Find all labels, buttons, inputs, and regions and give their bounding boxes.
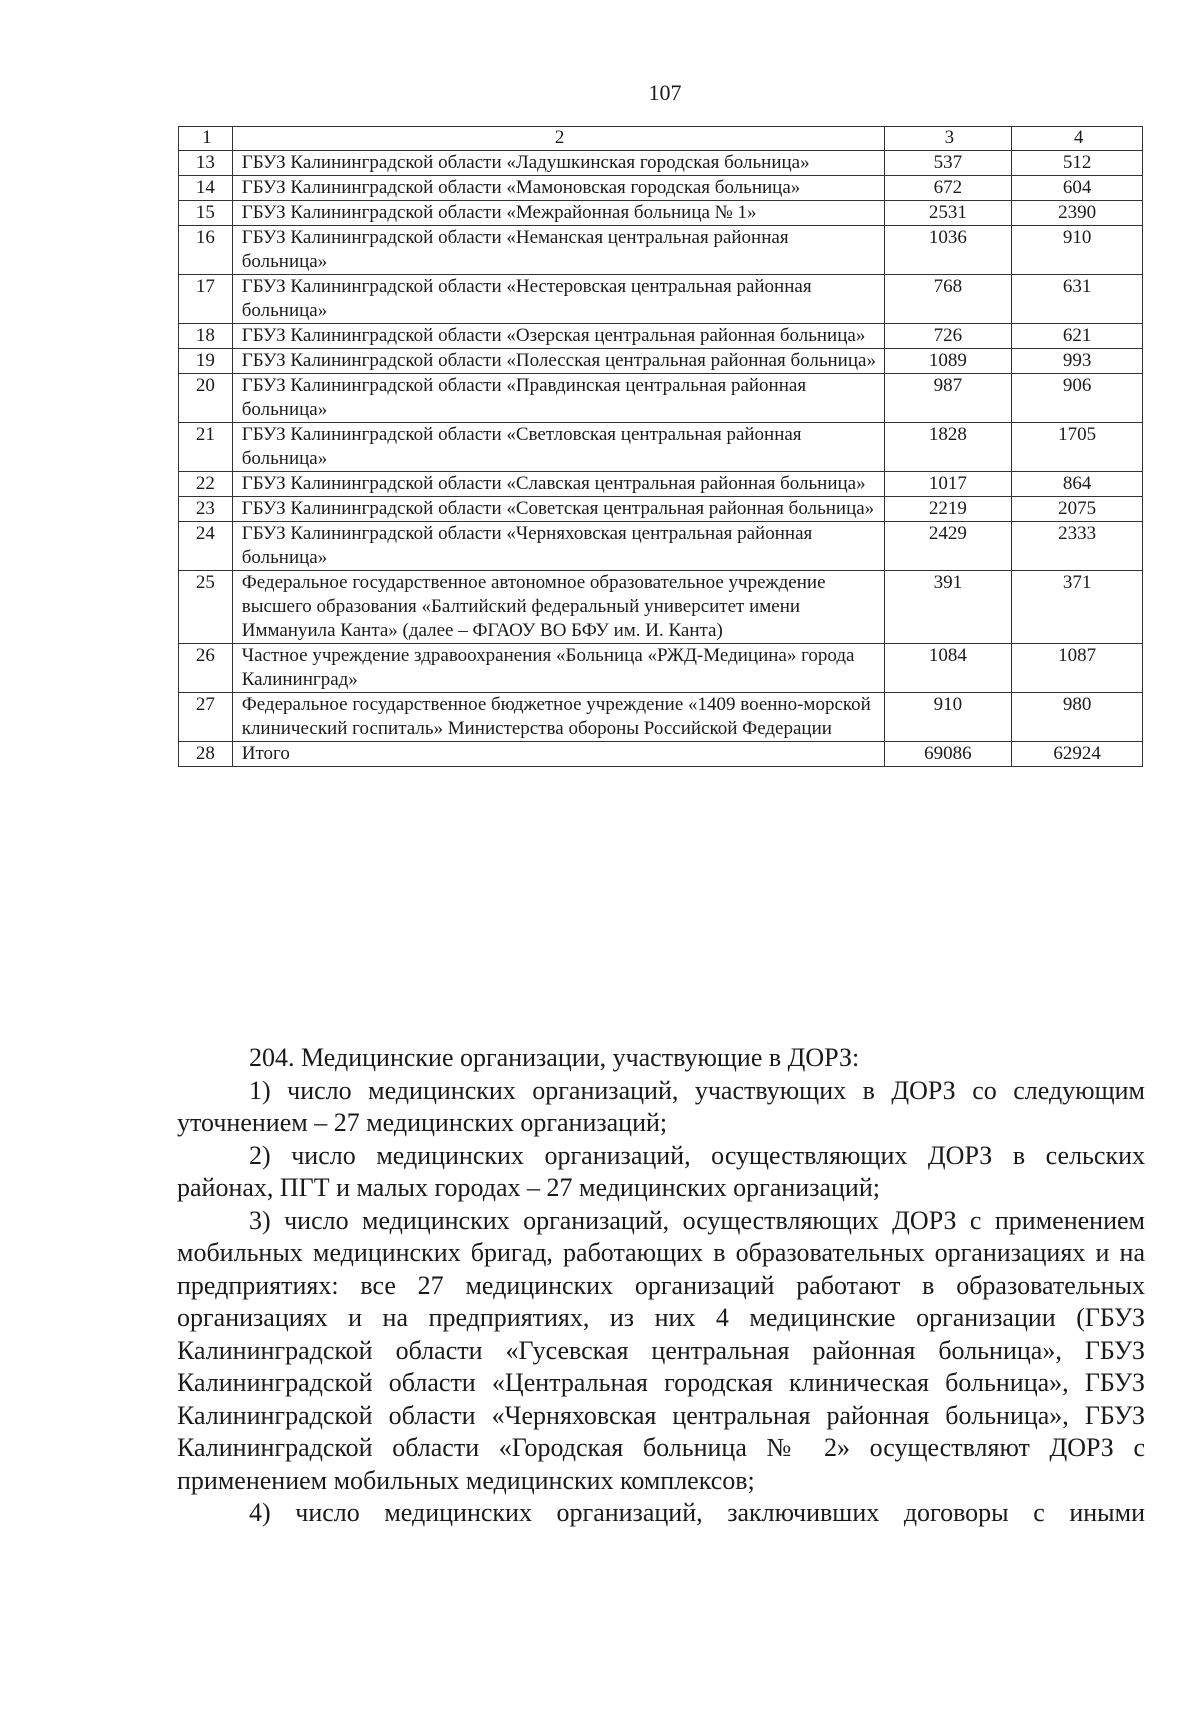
organization-name: ГБУЗ Калининградской области «Полесская центральная районная больница» (232, 349, 884, 374)
row-number: 21 (179, 423, 233, 472)
value-col4: 621 (1012, 324, 1143, 349)
organization-name: ГБУЗ Калининградской области «Славская центральная районная больница» (232, 472, 884, 497)
value-col3: 672 (884, 176, 1012, 201)
value-col4: 62924 (1012, 742, 1143, 767)
table-row (179, 644, 1143, 693)
organization-name: ГБУЗ Калининградской области «Советская центральная районная больница» (232, 497, 884, 522)
header-cell: 1 (179, 127, 233, 151)
organization-name: ГБУЗ Калининградской области «Межрайонная больница № 1» (232, 201, 884, 226)
value-col3: 69086 (884, 742, 1012, 767)
row-number: 23 (179, 497, 233, 522)
value-col4: 906 (1012, 374, 1143, 423)
value-col3: 910 (884, 693, 1012, 742)
value-col3: 2531 (884, 201, 1012, 226)
row-number: 24 (179, 522, 233, 571)
value-col3: 1036 (884, 226, 1012, 275)
value-col3: 726 (884, 324, 1012, 349)
value-col3: 1017 (884, 472, 1012, 497)
table-row (179, 742, 1143, 767)
page-number: 107 (648, 80, 682, 105)
organization-name: ГБУЗ Калининградской области «Ладушкинская городская больница» (232, 151, 884, 176)
table-row (179, 522, 1143, 571)
organization-name: Итого (232, 742, 884, 767)
row-number: 20 (179, 374, 233, 423)
organization-name: Федеральное государственное бюджетное учреждение «1409 военно-морской клинический госпиталь» Министерства обороны Российской Федерации (232, 693, 884, 742)
value-col4: 993 (1012, 349, 1143, 374)
value-col4: 864 (1012, 472, 1143, 497)
organization-name: ГБУЗ Калининградской области «Мамоновская городская больница» (232, 176, 884, 201)
row-number: 28 (179, 742, 233, 767)
table-row (179, 472, 1143, 497)
table-row (179, 571, 1143, 644)
value-col4: 631 (1012, 275, 1143, 324)
value-col3: 537 (884, 151, 1012, 176)
row-number: 19 (179, 349, 233, 374)
organization-name: ГБУЗ Калининградской области «Неманская центральная районная больница» (232, 226, 884, 275)
organization-name: ГБУЗ Калининградской области «Нестеровская центральная районная больница» (232, 275, 884, 324)
paragraph-item-3: 3) число медицинских организаций, осуществляющих ДОРЗ с применением мобильных медицинских бригад, работающих в образовательных организациях и на предприятиях: все 27 медицинских организаций работают в образовательных организациях и на предприятиях, из них 4 медицинские организации (ГБУЗ Калининградской области «Гусевская центральная районная больница», ГБУЗ Калининградской области «Центральная городская клиническая больница», ГБУЗ Калининградской области «Черняховская центральная районная больница», ГБУЗ Калининградской области «Городская больница № 2» осуществляют ДОРЗ с применением мобильных медицинских комплексов; (177, 1205, 1145, 1495)
value-col3: 987 (884, 374, 1012, 423)
table-header-row (179, 127, 1143, 151)
value-col4: 980 (1012, 693, 1143, 742)
value-col4: 2075 (1012, 497, 1143, 522)
row-number: 16 (179, 226, 233, 275)
organization-name: ГБУЗ Калининградской области «Правдинская центральная районная больница» (232, 374, 884, 423)
row-number: 13 (179, 151, 233, 176)
table-row (179, 349, 1143, 374)
table-row (179, 176, 1143, 201)
value-col3: 1089 (884, 349, 1012, 374)
table-row (179, 201, 1143, 226)
table-row (179, 497, 1143, 522)
value-col3: 2429 (884, 522, 1012, 571)
value-col4: 1705 (1012, 423, 1143, 472)
row-number: 27 (179, 693, 233, 742)
value-col4: 2390 (1012, 201, 1143, 226)
table-row (179, 693, 1143, 742)
header-cell: 2 (232, 127, 884, 151)
body-text (177, 1042, 1145, 1530)
value-col4: 910 (1012, 226, 1143, 275)
table-row (179, 374, 1143, 423)
data-table (178, 126, 1143, 767)
organization-name: ГБУЗ Калининградской области «Светловская центральная районная больница» (232, 423, 884, 472)
row-number: 22 (179, 472, 233, 497)
table-row (179, 226, 1143, 275)
value-col3: 1084 (884, 644, 1012, 693)
row-number: 25 (179, 571, 233, 644)
value-col4: 604 (1012, 176, 1143, 201)
paragraph-item-1: 1) число медицинских организаций, участвующих в ДОРЗ со следующим уточнением – 27 медицинских организаций; (177, 1075, 1145, 1137)
row-number: 14 (179, 176, 233, 201)
value-col3: 768 (884, 275, 1012, 324)
value-col4: 512 (1012, 151, 1143, 176)
value-col3: 2219 (884, 497, 1012, 522)
table-row (179, 151, 1143, 176)
organization-name: Частное учреждение здравоохранения «Больница «РЖД-Медицина» города Калининград» (232, 644, 884, 693)
row-number: 26 (179, 644, 233, 693)
organization-name: ГБУЗ Калининградской области «Озерская центральная районная больница» (232, 324, 884, 349)
header-cell: 3 (884, 127, 1012, 151)
paragraph-204: 204. Медицинские организации, участвующие в ДОРЗ: (249, 1043, 860, 1072)
table-row (179, 423, 1143, 472)
value-col4: 2333 (1012, 522, 1143, 571)
value-col4: 1087 (1012, 644, 1143, 693)
header-cell: 4 (1012, 127, 1143, 151)
row-number: 15 (179, 201, 233, 226)
table-row (179, 275, 1143, 324)
row-number: 17 (179, 275, 233, 324)
row-number: 18 (179, 324, 233, 349)
paragraph-item-2: 2) число медицинских организаций, осуществляющих ДОРЗ в сельских районах, ПГТ и малых городах – 27 медицинских организаций; (177, 1140, 1145, 1202)
value-col4: 371 (1012, 571, 1143, 644)
paragraph-item-4: 4) число медицинских организаций, заключивших договоры с иными (249, 1498, 1145, 1527)
table-row (179, 324, 1143, 349)
value-col3: 1828 (884, 423, 1012, 472)
organization-name: Федеральное государственное автономное образовательное учреждение высшего образования «Балтийский федеральный университет имени Иммануила Канта» (далее – ФГАОУ ВО БФУ им. И. Канта) (232, 571, 884, 644)
organization-name: ГБУЗ Калининградской области «Черняховская центральная районная больница» (232, 522, 884, 571)
value-col3: 391 (884, 571, 1012, 644)
